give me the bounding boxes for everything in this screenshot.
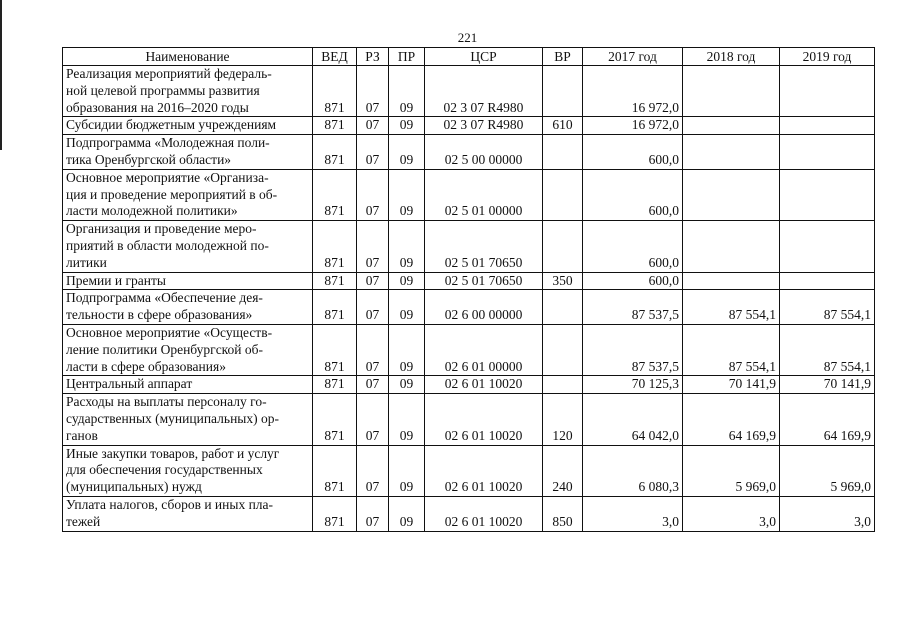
cell-2017: 87 537,5: [583, 324, 683, 375]
cell-pr: 09: [389, 394, 425, 445]
cell-2019: 5 969,0: [780, 445, 875, 496]
cell-rz: 07: [357, 117, 389, 135]
cell-2017: 16 972,0: [583, 117, 683, 135]
cell-2017: 64 042,0: [583, 394, 683, 445]
cell-rz: 07: [357, 169, 389, 220]
cell-name: Уплата налогов, сборов и иных пла- тежей: [63, 496, 313, 531]
table-row: [63, 394, 875, 445]
cell-2018: 87 554,1: [683, 290, 780, 325]
cell-name: Подпрограмма «Обеспечение дея- тельности в сфере образования»: [63, 290, 313, 325]
cell-name: Основное мероприятие «Организа- ция и проведение мероприятий в об- ласти молодежной политики»: [63, 169, 313, 220]
cell-rz: 07: [357, 324, 389, 375]
cell-rz: 07: [357, 272, 389, 290]
header-csr: ЦСР: [425, 48, 543, 66]
table-row: [63, 117, 875, 135]
cell-2017: 600,0: [583, 135, 683, 170]
cell-csr: 02 6 01 10020: [425, 376, 543, 394]
table-row: [63, 290, 875, 325]
cell-pr: 09: [389, 221, 425, 272]
table-row: [63, 135, 875, 170]
cell-ved: 871: [313, 66, 357, 117]
cell-rz: 07: [357, 66, 389, 117]
cell-vr: [543, 376, 583, 394]
cell-ved: 871: [313, 445, 357, 496]
cell-vr: 350: [543, 272, 583, 290]
cell-2018: [683, 221, 780, 272]
cell-rz: 07: [357, 445, 389, 496]
header-pr: ПР: [389, 48, 425, 66]
cell-name: Иные закупки товаров, работ и услуг для обеспечения государственных (муниципальных) нужд: [63, 445, 313, 496]
header-rz: РЗ: [357, 48, 389, 66]
table-body: [63, 66, 875, 532]
cell-ved: 871: [313, 376, 357, 394]
cell-pr: 09: [389, 135, 425, 170]
cell-vr: 610: [543, 117, 583, 135]
cell-2019: 3,0: [780, 496, 875, 531]
cell-2018: 70 141,9: [683, 376, 780, 394]
cell-name: Подпрограмма «Молодежная поли- тика Оренбургской области»: [63, 135, 313, 170]
cell-csr: 02 6 01 10020: [425, 445, 543, 496]
cell-ved: 871: [313, 169, 357, 220]
cell-2018: [683, 117, 780, 135]
cell-ved: 871: [313, 117, 357, 135]
cell-2017: 600,0: [583, 272, 683, 290]
cell-csr: 02 3 07 R4980: [425, 66, 543, 117]
cell-pr: 09: [389, 496, 425, 531]
cell-2019: 64 169,9: [780, 394, 875, 445]
table-row: [63, 221, 875, 272]
cell-2018: 87 554,1: [683, 324, 780, 375]
cell-2017: 3,0: [583, 496, 683, 531]
cell-vr: [543, 66, 583, 117]
cell-name: Реализация мероприятий федераль- ной целевой программы развития образования на 2016–2020 годы: [63, 66, 313, 117]
cell-ved: 871: [313, 324, 357, 375]
table-row: [63, 376, 875, 394]
header-vr: ВР: [543, 48, 583, 66]
table-row: [63, 66, 875, 117]
cell-name: Расходы на выплаты персоналу го- сударственных (муниципальных) ор- ганов: [63, 394, 313, 445]
cell-pr: 09: [389, 290, 425, 325]
cell-csr: 02 6 00 00000: [425, 290, 543, 325]
cell-2017: 600,0: [583, 221, 683, 272]
cell-vr: [543, 290, 583, 325]
page-number: 221: [457, 30, 478, 45]
cell-vr: 240: [543, 445, 583, 496]
header-ved: ВЕД: [313, 48, 357, 66]
table-header-row: [63, 48, 875, 66]
cell-csr: 02 5 01 70650: [425, 221, 543, 272]
table-row: [63, 445, 875, 496]
cell-name: Организация и проведение меро- приятий в области молодежной по- литики: [63, 221, 313, 272]
cell-2018: [683, 169, 780, 220]
cell-2019: [780, 221, 875, 272]
cell-vr: [543, 324, 583, 375]
cell-ved: 871: [313, 496, 357, 531]
cell-ved: 871: [313, 272, 357, 290]
cell-pr: 09: [389, 324, 425, 375]
cell-2019: [780, 66, 875, 117]
cell-pr: 09: [389, 272, 425, 290]
cell-rz: 07: [357, 221, 389, 272]
cell-2019: 87 554,1: [780, 324, 875, 375]
cell-2019: [780, 272, 875, 290]
cell-name: Субсидии бюджетным учреждениям: [63, 117, 313, 135]
cell-csr: 02 5 00 00000: [425, 135, 543, 170]
table-row: [63, 324, 875, 375]
cell-vr: [543, 135, 583, 170]
cell-2018: 3,0: [683, 496, 780, 531]
cell-vr: 850: [543, 496, 583, 531]
cell-ved: 871: [313, 221, 357, 272]
cell-rz: 07: [357, 290, 389, 325]
cell-vr: [543, 169, 583, 220]
cell-pr: 09: [389, 117, 425, 135]
cell-2017: 87 537,5: [583, 290, 683, 325]
cell-vr: [543, 221, 583, 272]
cell-2017: 6 080,3: [583, 445, 683, 496]
cell-2018: [683, 66, 780, 117]
cell-2017: 16 972,0: [583, 66, 683, 117]
cell-ved: 871: [313, 290, 357, 325]
cell-vr: 120: [543, 394, 583, 445]
cell-2019: [780, 135, 875, 170]
budget-table: [62, 47, 875, 532]
cell-2018: [683, 135, 780, 170]
cell-name: Премии и гранты: [63, 272, 313, 290]
cell-pr: 09: [389, 169, 425, 220]
page-edge-bar: [0, 0, 2, 150]
cell-pr: 09: [389, 66, 425, 117]
cell-rz: 07: [357, 376, 389, 394]
cell-pr: 09: [389, 376, 425, 394]
cell-name: Центральный аппарат: [63, 376, 313, 394]
cell-csr: 02 5 01 00000: [425, 169, 543, 220]
cell-rz: 07: [357, 394, 389, 445]
cell-pr: 09: [389, 445, 425, 496]
table-row: [63, 169, 875, 220]
cell-2019: 87 554,1: [780, 290, 875, 325]
cell-2018: [683, 272, 780, 290]
header-2017: 2017 год: [583, 48, 683, 66]
cell-rz: 07: [357, 135, 389, 170]
cell-2018: 64 169,9: [683, 394, 780, 445]
cell-name: Основное мероприятие «Осуществ- ление политики Оренбургской об- ласти в сфере образования»: [63, 324, 313, 375]
cell-csr: 02 6 01 10020: [425, 496, 543, 531]
cell-csr: 02 6 01 00000: [425, 324, 543, 375]
cell-2017: 70 125,3: [583, 376, 683, 394]
header-2019: 2019 год: [780, 48, 875, 66]
cell-2019: [780, 169, 875, 220]
cell-2019: 70 141,9: [780, 376, 875, 394]
cell-csr: 02 5 01 70650: [425, 272, 543, 290]
header-name: Наименование: [63, 48, 313, 66]
header-2018: 2018 год: [683, 48, 780, 66]
cell-csr: 02 6 01 10020: [425, 394, 543, 445]
table-row: [63, 272, 875, 290]
cell-2017: 600,0: [583, 169, 683, 220]
cell-ved: 871: [313, 394, 357, 445]
cell-ved: 871: [313, 135, 357, 170]
cell-rz: 07: [357, 496, 389, 531]
cell-csr: 02 3 07 R4980: [425, 117, 543, 135]
cell-2019: [780, 117, 875, 135]
table-row: [63, 496, 875, 531]
cell-2018: 5 969,0: [683, 445, 780, 496]
